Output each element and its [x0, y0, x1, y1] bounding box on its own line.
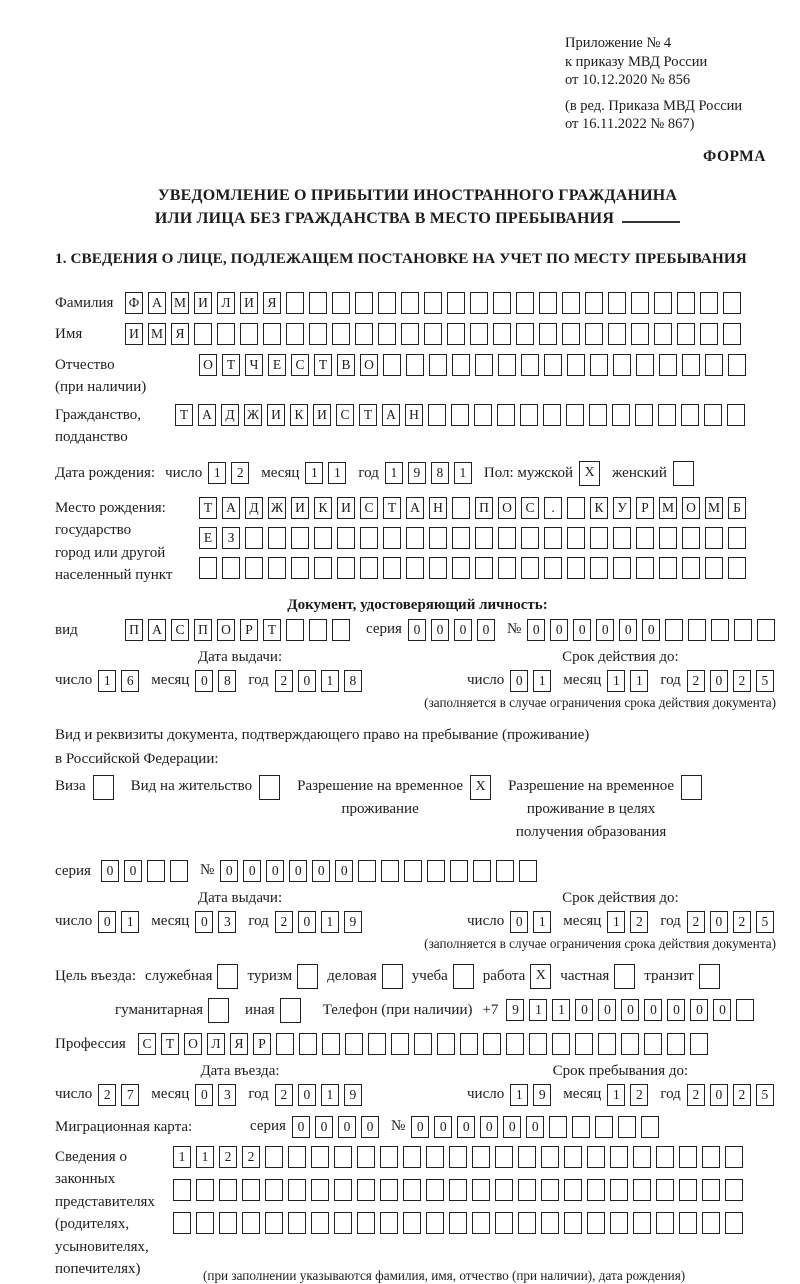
temp-residence-education-label: Разрешение на временное проживание в целях получения образования	[508, 777, 675, 840]
residence-issue-month-input[interactable]: 0 3	[195, 911, 236, 933]
birth-month-input[interactable]: 1 1	[305, 462, 346, 484]
entry-year-input[interactable]: 2 0 1 9	[275, 1084, 362, 1106]
purpose-transit-option: транзит	[644, 964, 719, 989]
purpose-humanitarian-checkbox[interactable]	[208, 998, 229, 1023]
residence-permit-label: Вид на жительство	[130, 777, 253, 794]
annex-line: Приложение № 4	[565, 35, 672, 51]
stay-year-input[interactable]: 2 0 2 5	[687, 1084, 774, 1106]
purpose-tourism-checkbox[interactable]	[297, 964, 318, 989]
birth-date-label: Дата рождения:	[55, 465, 156, 481]
day-label: число	[55, 672, 93, 688]
valid-until-header: Срок действия до:	[562, 648, 679, 665]
purpose-label: Цель въезда:	[55, 968, 136, 984]
validity-note: (заполняется в случае ограничения срока действия документа)	[424, 935, 776, 951]
entry-day-input[interactable]: 2 7	[98, 1084, 139, 1106]
residence-doc-options	[55, 775, 780, 844]
birth-place-inputs	[199, 497, 746, 579]
month-label: месяц	[151, 913, 190, 929]
stay-until-block	[467, 1063, 774, 1106]
residence-number-label: №	[199, 862, 215, 878]
phone-input[interactable]: 9 1 1 0 0 0 0 0 0 0	[506, 999, 754, 1021]
citizenship-row	[55, 404, 780, 449]
purpose-private-checkbox[interactable]	[614, 964, 635, 989]
residence-issue-year-input[interactable]: 2 0 1 9	[275, 911, 362, 933]
annex-line: от 10.12.2020 № 856	[565, 72, 691, 88]
year-label: год	[660, 1086, 681, 1102]
purpose-study-checkbox[interactable]	[453, 964, 474, 989]
residence-permit-checkbox[interactable]	[259, 775, 280, 800]
identity-doc-heading: Документ, удостоверяющий личность:	[287, 596, 548, 613]
temp-residence-education-option	[508, 775, 702, 844]
migration-number-input[interactable]: 0 0 0 0 0 0	[411, 1116, 659, 1138]
residence-doc-dates	[55, 890, 780, 933]
month-label: месяц	[151, 1086, 190, 1102]
purpose-business-option: деловая	[327, 964, 403, 989]
birth-place-label: Место рождения: государство город или другой населенный пункт	[55, 499, 173, 583]
purpose-row1	[55, 964, 780, 989]
title-underline	[622, 221, 680, 223]
doc-number-label: №	[506, 621, 522, 637]
identity-valid-date-group	[467, 670, 774, 692]
residence-valid-month-input[interactable]: 1 2	[607, 911, 648, 933]
entry-date-block	[55, 1063, 425, 1106]
doc-series-input[interactable]: 0 0 0 0	[408, 619, 495, 641]
revision-line: (в ред. Приказа МВД России	[565, 97, 743, 114]
birth-year-input[interactable]: 1 9 8 1	[385, 462, 472, 484]
year-label: год	[660, 913, 681, 929]
stay-until-date-group	[467, 1084, 774, 1106]
identity-issue-day-input[interactable]: 1 6	[98, 670, 139, 692]
day-label: число	[55, 913, 93, 929]
migration-number-label: №	[390, 1118, 406, 1134]
residence-issue-date-group	[55, 911, 362, 933]
temp-residence-education-checkbox[interactable]	[681, 775, 702, 800]
birth-place-line1-input[interactable]: Т А Д Ж И К И С Т А Н П О С . К У Р М О М Б	[199, 497, 746, 519]
year-label: год	[248, 672, 269, 688]
phone-label: Телефон (при наличии)	[322, 1001, 473, 1018]
birth-date-group	[155, 462, 472, 484]
purpose-row2	[115, 998, 780, 1023]
month-label: месяц	[563, 672, 602, 688]
forma-label: ФОРМА	[702, 147, 766, 165]
doc-kind-label: вид	[55, 621, 78, 638]
purpose-official-option: служебная	[145, 964, 239, 989]
purpose-other-checkbox[interactable]	[280, 998, 301, 1023]
entry-month-input[interactable]: 0 3	[195, 1084, 236, 1106]
month-label: месяц	[563, 913, 602, 929]
month-label: месяц	[151, 672, 190, 688]
issue-date-header: Дата выдачи:	[197, 648, 283, 665]
residence-doc-series-row	[55, 860, 780, 882]
purpose-other-option: иная	[245, 998, 301, 1023]
residence-valid-date-group	[467, 911, 774, 933]
temp-residence-label: Разрешение на временное проживание	[297, 777, 464, 817]
sex-female-checkbox[interactable]	[673, 461, 694, 486]
purpose-study-option: учеба	[412, 964, 474, 989]
given-name-row	[55, 323, 780, 345]
residence-valid-day-input[interactable]: 0 1	[510, 911, 551, 933]
sex-male-checkbox[interactable]: X	[579, 461, 600, 486]
residence-doc-text: Вид и реквизиты документа, подтверждающего право на пребывание (проживание) в Российской Федерации:	[55, 726, 590, 767]
issue-date-header: Дата выдачи:	[197, 889, 283, 906]
stay-until-header: Срок пребывания до:	[552, 1062, 689, 1079]
year-label: год	[248, 913, 269, 929]
entry-date-header: Дата въезда:	[200, 1062, 280, 1079]
residence-valid-block	[467, 890, 774, 933]
annex-block	[565, 34, 780, 134]
form-title	[55, 184, 780, 230]
doc-series-label: серия	[366, 621, 402, 637]
temp-residence-checkbox[interactable]: X	[470, 775, 491, 800]
patronymic-row	[55, 354, 780, 399]
day-label: число	[467, 672, 505, 688]
identity-issue-year-input[interactable]: 2 0 1 8	[275, 670, 362, 692]
entry-stay-dates	[55, 1063, 780, 1106]
form-title-line2: ИЛИ ЛИЦА БЕЗ ГРАЖДАНСТВА В МЕСТО ПРЕБЫВАНИЯ	[154, 209, 615, 227]
birth-place-line2-input[interactable]: Е З	[199, 527, 746, 549]
purpose-official-checkbox[interactable]	[217, 964, 238, 989]
validity-note: (заполняется в случае ограничения срока действия документа)	[424, 694, 776, 710]
profession-label: Профессия	[55, 1035, 126, 1052]
patronymic-label: Отчество (при наличии)	[55, 356, 147, 395]
year-label: год	[660, 672, 681, 688]
representatives-inputs	[173, 1146, 743, 1284]
representatives-row	[55, 1146, 780, 1284]
purpose-transit-checkbox[interactable]	[699, 964, 720, 989]
year-label: год	[248, 1086, 269, 1102]
sex-female-label: женский	[612, 464, 667, 481]
annex-line: к приказу МВД России	[565, 53, 708, 70]
representatives-note: (при заполнении указываются фамилия, имя, отчество (при наличии), дата рождения)	[203, 1267, 686, 1283]
given-name-input[interactable]: И М Я	[125, 323, 741, 345]
valid-until-header: Срок действия до:	[562, 889, 679, 906]
identity-valid-block	[467, 649, 774, 692]
patronymic-input[interactable]: О Т Ч Е С Т В О	[199, 354, 746, 376]
representatives-line2-input[interactable]	[173, 1179, 743, 1201]
day-label: число	[165, 464, 203, 481]
temp-residence-option	[297, 775, 491, 821]
migration-series-input[interactable]: 0 0 0 0	[292, 1116, 379, 1138]
birth-date-row	[55, 461, 780, 486]
stay-month-input[interactable]: 1 2	[607, 1084, 648, 1106]
identity-valid-year-input[interactable]: 2 0 2 5	[687, 670, 774, 692]
doc-kind-input[interactable]: П А С П О Р Т	[125, 619, 350, 641]
residence-number-input[interactable]: 0 0 0 0 0 0	[220, 860, 537, 882]
entry-date-group	[55, 1084, 362, 1106]
representatives-line1-input[interactable]: 1 1 2 2	[173, 1146, 743, 1168]
purpose-business-checkbox[interactable]	[382, 964, 403, 989]
profession-row	[55, 1033, 780, 1055]
day-label: число	[467, 913, 505, 929]
residence-series-input[interactable]: 0 0	[101, 860, 188, 882]
profession-input[interactable]: С Т О Л Я Р	[138, 1033, 708, 1055]
identity-issue-block	[55, 649, 425, 692]
purpose-private-option: частная	[560, 964, 635, 989]
residence-issue-block	[55, 890, 425, 933]
citizenship-label: Гражданство, подданство	[55, 406, 142, 445]
surname-input[interactable]: Ф А М И Л И Я	[125, 292, 741, 314]
identity-doc-kind-row	[55, 619, 780, 641]
form-title-line1: УВЕДОМЛЕНИЕ О ПРИБЫТИИ ИНОСТРАННОГО ГРАЖДАНИНА	[157, 186, 678, 204]
given-name-label: Имя	[55, 325, 83, 342]
visa-option	[55, 775, 114, 800]
purpose-humanitarian-option: гуманитарная	[115, 998, 229, 1023]
representatives-line3-input[interactable]	[173, 1212, 743, 1234]
migration-card-label: Миграционная карта:	[55, 1118, 193, 1135]
birth-place-row	[55, 497, 780, 587]
identity-issue-month-input[interactable]: 0 8	[195, 670, 236, 692]
visa-label: Виза	[55, 777, 86, 794]
section1-heading: 1. СВЕДЕНИЯ О ЛИЦЕ, ПОДЛЕЖАЩЕМ ПОСТАНОВКЕ НА УЧЕТ ПО МЕСТУ ПРЕБЫВАНИЯ	[55, 249, 747, 267]
birth-place-line3-input[interactable]	[199, 557, 746, 579]
residence-issue-day-input[interactable]: 0 1	[98, 911, 139, 933]
identity-doc-dates	[55, 649, 780, 692]
sex-male-label: Пол: мужской	[483, 464, 574, 481]
day-label: число	[467, 1086, 505, 1102]
purpose-work-option: работа X	[483, 964, 552, 989]
residence-series-label: серия	[55, 862, 91, 879]
identity-issue-date-group	[55, 670, 362, 692]
surname-row	[55, 292, 780, 314]
year-label: год	[358, 464, 379, 481]
revision-line: от 16.11.2022 № 867)	[565, 116, 695, 132]
residence-permit-option	[131, 775, 280, 800]
doc-number-input[interactable]: 0 0 0 0 0 0	[527, 619, 775, 641]
purpose-tourism-option: туризм	[247, 964, 318, 989]
month-label: месяц	[563, 1086, 602, 1102]
identity-valid-day-input[interactable]: 0 1	[510, 670, 551, 692]
migration-series-label: серия	[250, 1118, 286, 1134]
month-label: месяц	[261, 464, 300, 481]
residence-valid-year-input[interactable]: 2 0 2 5	[687, 911, 774, 933]
migration-card-row	[55, 1116, 780, 1138]
phone-prefix: +7	[482, 1001, 499, 1018]
purpose-work-checkbox[interactable]: X	[530, 964, 551, 989]
stay-day-input[interactable]: 1 9	[510, 1084, 551, 1106]
citizenship-input[interactable]: Т А Д Ж И К И С Т А Н	[175, 404, 745, 426]
representatives-label: Сведения о законных представителях (родителях, усыновителях, попечителях)	[55, 1148, 155, 1277]
birth-day-input[interactable]: 1 2	[208, 462, 249, 484]
visa-checkbox[interactable]	[93, 775, 114, 800]
identity-valid-month-input[interactable]: 1 1	[607, 670, 648, 692]
surname-label: Фамилия	[55, 294, 114, 311]
day-label: число	[55, 1086, 93, 1102]
